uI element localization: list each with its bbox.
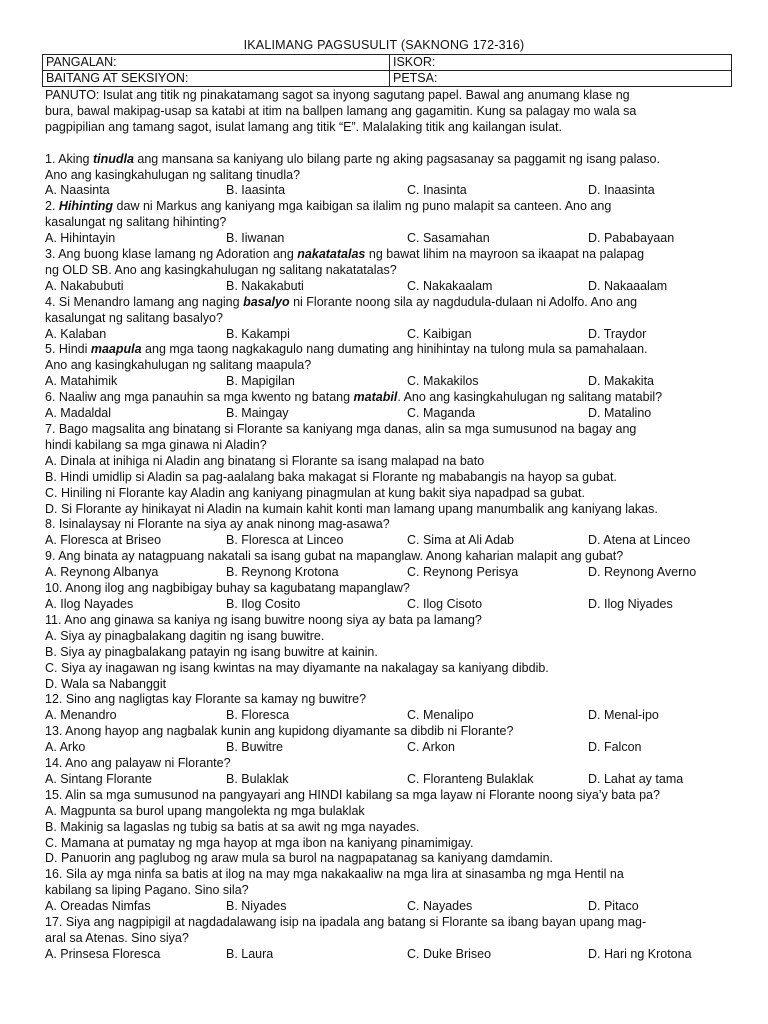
choice-row xyxy=(45,231,735,247)
keyword: nakatatalas xyxy=(297,247,366,262)
choice-row xyxy=(45,899,735,915)
instructions xyxy=(45,88,735,136)
keyword: Hihinting xyxy=(58,199,114,214)
choice-a: A. Dinala at inihiga ni Aladin ang binatang si Florante sa isang malapad na bato xyxy=(45,453,485,468)
choice-b: B. Iaasinta xyxy=(226,183,286,198)
question-text: 10. Anong ilog ang nagbibigay buhay sa kagubatang mapanglaw? xyxy=(45,581,410,596)
choice-c: C. Nayades xyxy=(407,899,473,914)
choice-row xyxy=(45,772,735,788)
instructions-line: pagpipilian ang tamang sagot, isulat lamang ang titik “E”. Malalaking titik ang kailangan isulat. xyxy=(45,119,562,134)
choice-a: A. Floresca at Briseo xyxy=(45,533,162,548)
choice-d: D. Si Florante ay hinikayat ni Aladin na kumain kahit konti man lamang upang manumbalik ang kaniyang lakas. xyxy=(45,501,658,516)
choice-d: D. Atena at Linceo xyxy=(588,533,691,548)
choice-b: B. Nakakabuti xyxy=(226,278,304,293)
choice-b: B. Ilog Cosito xyxy=(226,596,301,611)
choice-c: C. Makakilos xyxy=(407,374,479,389)
choice-d: D. Traydor xyxy=(588,326,647,341)
question-17 xyxy=(45,915,735,963)
choice-row xyxy=(45,533,735,549)
choice-b: B. Siya ay pinagbalakang patayin ng isang buwitre at kainin. xyxy=(45,644,378,659)
question-16 xyxy=(45,867,735,915)
choice-c: C. Maganda xyxy=(407,406,476,421)
choice-a: A. Naasinta xyxy=(45,183,110,198)
choice-row xyxy=(45,740,735,756)
date-field: PETSA: xyxy=(390,71,732,87)
choice-a: A. Siya ay pinagbalakang dagitin ng isang buwitre. xyxy=(45,628,325,643)
question-text: 8. Isinalaysay ni Florante na siya ay anak ninong mag-asawa? xyxy=(45,517,390,532)
question-3 xyxy=(45,247,735,295)
choice-a: A. Magpunta sa burol upang mangolekta ng mga bulaklak xyxy=(45,803,365,818)
instructions-line: PANUTO: Isulat ang titik ng pinakatamang sagot sa inyong sagutang papel. Bawal ang anumang klase ng xyxy=(45,88,630,102)
question-2 xyxy=(45,199,735,247)
page-title: IKALIMANG PAGSUSULIT (SAKNONG 172-316) xyxy=(243,38,525,52)
choice-d: D. Hari ng Krotona xyxy=(588,946,692,961)
question-text: 6. Naaliw ang mga panauhin sa mga kwento ng batang matabil. Ano ang kasingkahulugan ng salitang matabil? xyxy=(45,390,663,405)
question-6 xyxy=(45,390,735,422)
keyword: maapula xyxy=(90,342,142,357)
question-text: hindi kabilang sa mga ginawa ni Aladin? xyxy=(45,437,267,452)
keyword: matabil xyxy=(353,390,398,405)
question-text: 14. Ano ang palayaw ni Florante? xyxy=(45,756,231,771)
choice-d: D. Pitaco xyxy=(588,899,639,914)
choice-d: D. Nakaaalam xyxy=(588,278,668,293)
choice-c: C. Nakakaalam xyxy=(407,278,493,293)
choice-d: D. Panuorin ang paglubog ng araw mula sa burol na nagpapatanag sa kaniyang damdamin. xyxy=(45,851,553,866)
question-text: Ano ang kasingkahulugan ng salitang tinudla? xyxy=(45,167,301,182)
choice-d: D. Pababayaan xyxy=(588,231,675,246)
choice-d: D. Falcon xyxy=(588,740,642,755)
choice-c: C. Inasinta xyxy=(407,183,467,198)
question-9 xyxy=(45,549,735,581)
choice-a: A. Hihintayin xyxy=(45,231,116,246)
choice-b: B. Maingay xyxy=(226,406,289,421)
question-8 xyxy=(45,517,735,549)
choice-d: D. Matalino xyxy=(588,406,652,421)
question-text: 2. Hihinting daw ni Markus ang kaniyang mga kaibigan sa ilalim ng puno malapit sa canteen. Ano ang xyxy=(45,199,612,214)
choice-a: A. Sintang Florante xyxy=(45,771,153,786)
choice-c: C. Ilog Cisoto xyxy=(407,596,483,611)
question-14 xyxy=(45,756,735,788)
choice-a: A. Madaldal xyxy=(45,406,112,421)
choice-d: D. Reynong Averno xyxy=(588,565,697,580)
grade-section-field: BAITANG AT SEKSIYON: xyxy=(43,71,390,87)
choice-row xyxy=(45,374,735,390)
choice-d: D. Ilog Niyades xyxy=(588,596,673,611)
choice-a: A. Nakabubuti xyxy=(45,278,124,293)
choice-c: C. Menalipo xyxy=(407,708,474,723)
choice-row xyxy=(45,183,735,199)
choice-c: C. Sasamahan xyxy=(407,231,490,246)
choice-a: A. Prinsesa Floresca xyxy=(45,946,161,961)
choice-d: D. Lahat ay tama xyxy=(588,771,684,786)
choice-c: C. Floranteng Bulaklak xyxy=(407,771,534,786)
choice-b: B. Reynong Krotona xyxy=(226,565,339,580)
choice-c: C. Mamana at pumatay ng mga hayop at mga ibon na kaniyang pinamimigay. xyxy=(45,835,474,850)
question-15 xyxy=(45,788,735,868)
question-text: kasalungat ng salitang basalyo? xyxy=(45,310,223,325)
choice-b: B. Hindi umidlip si Aladin sa pag-aalalang baka makagat si Florante ng mababangis na hayop sa gubat. xyxy=(45,469,617,484)
question-text: 11. Ano ang ginawa sa kaniya ng isang buwitre noong siya ay bata pa lamang? xyxy=(45,612,482,627)
question-text: 16. Sila ay mga ninfa sa batis at ilog na may mga nakakaaliw na mga lira at sinasamba ng mga Hentil na xyxy=(45,867,624,882)
choice-b: B. Laura xyxy=(226,946,274,961)
choice-row xyxy=(45,279,735,295)
choice-a: A. Matahimik xyxy=(45,374,118,389)
question-11 xyxy=(45,613,735,693)
choice-row xyxy=(45,406,735,422)
question-1 xyxy=(45,152,735,200)
choice-b: B. Mapigilan xyxy=(226,374,295,389)
question-7 xyxy=(45,422,735,517)
choice-row xyxy=(45,947,735,963)
choice-c: C. Reynong Perisya xyxy=(407,565,519,580)
choice-a: A. Menandro xyxy=(45,708,117,723)
question-text: 17. Siya ang nagpipigil at nagdadalawang isip na ipadala ang batang si Florante sa ibang bayan upang mag- xyxy=(45,915,647,930)
question-text: 12. Sino ang nagligtas kay Florante sa kamay ng buwitre? xyxy=(45,692,367,707)
choice-b: B. Buwitre xyxy=(226,740,283,755)
question-12 xyxy=(45,692,735,724)
question-text: 7. Bago magsalita ang binatang si Florante sa kaniyang mga danas, alin sa mga sumusunod na bagay ang xyxy=(45,422,637,437)
question-text: kasalungat ng salitang hihinting? xyxy=(45,215,227,230)
choice-row xyxy=(45,597,735,613)
choice-a: A. Kalaban xyxy=(45,326,107,341)
keyword: basalyo xyxy=(243,294,290,309)
question-text: aral sa Atenas. Sino siya? xyxy=(45,931,189,946)
choice-a: A. Arko xyxy=(45,740,86,755)
question-text: 5. Hindi maapula ang mga taong nagkakagulo nang dumating ang hinihintay na tulong mula sa pamahalaan. xyxy=(45,342,648,357)
choice-a: A. Ilog Nayades xyxy=(45,596,134,611)
choice-b: B. Floresca at Linceo xyxy=(226,533,344,548)
question-text: ng OLD SB. Ano ang kasingkahulugan ng salitang nakatatalas? xyxy=(45,262,397,277)
choice-b: B. Kakampi xyxy=(226,326,290,341)
choice-c: C. Siya ay inagawan ng isang kwintas na may diyamante na nakalagay sa kaniyang dibdib. xyxy=(45,660,549,675)
name-field: PANGALAN: xyxy=(43,55,390,71)
choice-d: D. Inaasinta xyxy=(588,183,655,198)
choice-row xyxy=(45,565,735,581)
question-13 xyxy=(45,724,735,756)
question-text: kabilang sa liping Pagano. Sino sila? xyxy=(45,883,249,898)
choice-row xyxy=(45,708,735,724)
choice-d: D. Makakita xyxy=(588,374,654,389)
choice-c: C. Sima at Ali Adab xyxy=(407,533,515,548)
choice-b: B. Makinig sa lagaslas ng tubig sa batis at sa awit ng mga nayades. xyxy=(45,819,420,834)
question-10 xyxy=(45,581,735,613)
quiz-content xyxy=(45,88,735,963)
question-text: 3. Ang buong klase lamang ng Adoration ang nakatatalas ng bawat lihim na mayroon sa ikaapat na palapag xyxy=(45,247,645,262)
question-5 xyxy=(45,342,735,390)
choice-c: C. Kaibigan xyxy=(407,326,472,341)
choice-a: A. Reynong Albanya xyxy=(45,565,159,580)
choice-b: B. Niyades xyxy=(226,899,287,914)
keyword: tinudla xyxy=(92,151,134,166)
student-info-table xyxy=(42,54,732,87)
question-text: Ano ang kasingkahulugan ng salitang maapula? xyxy=(45,358,312,373)
instructions-line: bura, bawal makipag-usap sa katabi at itim na ballpen lamang ang gagamitin. Kung sa palagay mo wala sa xyxy=(45,103,637,118)
choice-c: C. Duke Briseo xyxy=(407,946,492,961)
choice-a: A. Oreadas Nimfas xyxy=(45,899,151,914)
question-text: 4. Si Menandro lamang ang naging basalyo ni Florante noong sila ay nagdudula-dulaan ni Adolfo. Ano ang xyxy=(45,294,638,309)
choice-d: D. Menal-ipo xyxy=(588,708,659,723)
choice-b: B. Bulaklak xyxy=(226,771,289,786)
question-text: 15. Alin sa mga sumusunod na pangyayari ang HINDI kabilang sa mga layaw ni Florante noong siya’y bata pa? xyxy=(45,787,660,802)
choice-b: B. Iiwanan xyxy=(226,231,285,246)
question-text: 9. Ang binata ay natagpuang nakatali sa isang gubat na mapanglaw. Anong kaharian malapit ang gubat? xyxy=(45,549,624,564)
choice-row xyxy=(45,327,735,343)
score-field: ISKOR: xyxy=(390,55,732,71)
choice-b: B. Floresca xyxy=(226,708,290,723)
choice-c: C. Arkon xyxy=(407,740,455,755)
choice-c: C. Hiniling ni Florante kay Aladin ang kaniyang pinagmulan at kung bakit siya napadpad sa gubat. xyxy=(45,485,585,500)
question-4 xyxy=(45,295,735,343)
choice-d: D. Wala sa Nabanggit xyxy=(45,676,167,691)
question-text: 13. Anong hayop ang nagbalak kunin ang kupidong diyamante sa dibdib ni Florante? xyxy=(45,724,514,739)
question-text: 1. Aking tinudla ang mansana sa kaniyang ulo bilang parte ng aking pagsasanay sa paggamit ng isang palaso. xyxy=(45,151,660,166)
